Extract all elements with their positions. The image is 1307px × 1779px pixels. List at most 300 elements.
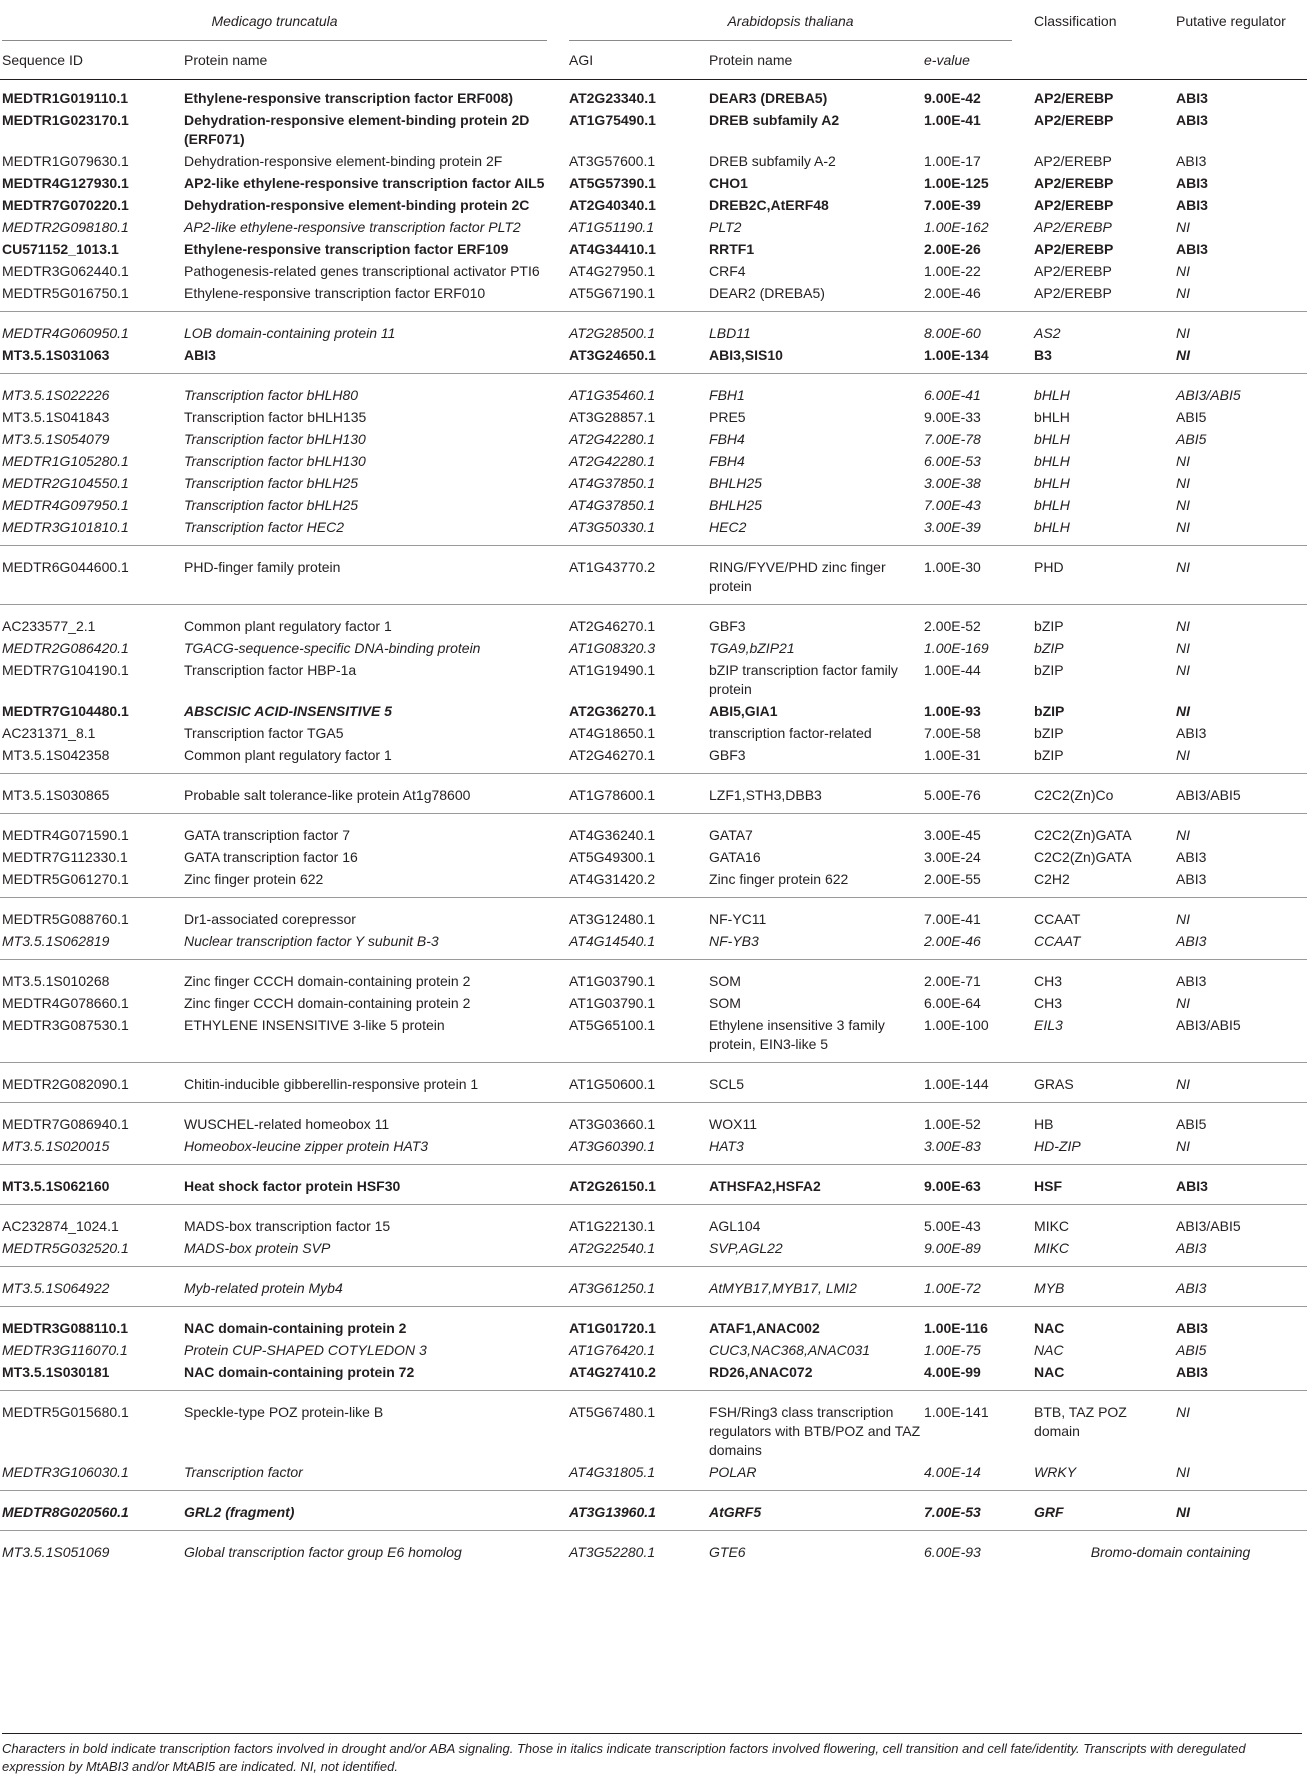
agi-cell: AT2G22540.1 [569, 1240, 656, 1256]
sequence-id-cell: MEDTR3G087530.1 [2, 1017, 129, 1033]
agi-cell: AT4G18650.1 [569, 725, 656, 741]
protein-name-mt-cell: Transcription factor bHLH135 [184, 409, 367, 425]
protein-name-mt-cell: Transcription factor HBP-1a [184, 662, 357, 678]
classification-cell: AP2/EREBP [1034, 90, 1114, 106]
regulator-col-header-empty [1174, 41, 1307, 80]
sequence-id-cell: MEDTR1G105280.1 [2, 453, 129, 469]
evalue-cell: 4.00E-99 [924, 1364, 981, 1380]
agi-cell: AT3G57600.1 [569, 153, 656, 169]
evalue-cell: 3.00E-83 [924, 1138, 981, 1154]
sequence-id-cell: MT3.5.1S062160 [0, 1165, 182, 1205]
classification-cell: CCAAT [1034, 933, 1081, 949]
agi-cell: AT1G35460.1 [567, 374, 707, 407]
table-body [0, 80, 1307, 1571]
sequence-id-cell: MEDTR7G086940.1 [0, 1103, 182, 1136]
classification-cell: bHLH [1034, 453, 1070, 469]
agi-cell: AT4G31420.2 [569, 871, 656, 887]
protein-name-at-cell: GATA7 [707, 814, 922, 847]
classification-cell: C2C2(Zn)Co [1032, 774, 1174, 814]
protein-name-at-cell: Ethylene insensitive 3 family protein, EIN3-like 5 [709, 1017, 885, 1052]
protein-name-at-cell: LZF1,STH3,DBB3 [707, 774, 922, 814]
classification-cell: bHLH [1034, 475, 1070, 491]
protein-name-mt-cell: Transcription factor bHLH130 [184, 453, 366, 469]
table-row [0, 172, 1307, 194]
protein-name-at-cell: CHO1 [709, 175, 748, 191]
protein-name-at-cell: TGA9,bZIP21 [709, 640, 795, 656]
classification-cell: AP2/EREBP [1034, 241, 1114, 257]
table-row [0, 494, 1307, 516]
agi-cell: AT3G60390.1 [569, 1138, 656, 1154]
protein-name-at-cell: CRF4 [709, 263, 746, 279]
sequence-id-cell: MEDTR5G032520.1 [2, 1240, 129, 1256]
regulator-cell: ABI5 [1176, 431, 1207, 447]
regulator-cell: NI [1176, 497, 1191, 513]
table-row [0, 546, 1307, 605]
table-row [0, 1237, 1307, 1267]
protein-name-at-cell: AGL104 [707, 1205, 922, 1238]
agi-cell: AT2G46270.1 [567, 605, 707, 638]
table-row [0, 1361, 1307, 1391]
agi-cell: AT5G57390.1 [569, 175, 656, 191]
protein-name-mt-cell: Heat shock factor protein HSF30 [182, 1165, 567, 1205]
protein-name-at-cell: SVP,AGL22 [709, 1240, 783, 1256]
agi-cell: AT4G27950.1 [569, 263, 656, 279]
evalue-cell: 1.00E-52 [922, 1103, 1032, 1136]
protein-name-at-cell: WOX11 [707, 1103, 922, 1136]
classification-cell: WRKY [1034, 1464, 1077, 1480]
evalue-cell: 3.00E-24 [924, 849, 981, 865]
agi-cell: AT2G42280.1 [569, 453, 656, 469]
evalue-cell: 1.00E-116 [922, 1307, 1032, 1340]
regulator-cell: NI [1176, 347, 1191, 363]
protein-name-at-cell: AtMYB17,MYB17, LMI2 [707, 1267, 922, 1307]
evalue-cell: 6.00E-53 [924, 453, 981, 469]
evalue-cell: 1.00E-141 [922, 1391, 1032, 1462]
agi-cell: AT1G03790.1 [569, 995, 656, 1011]
regulator-cell: NI [1176, 747, 1191, 763]
classification-cell: NAC [1034, 1364, 1065, 1380]
regulator-cell: ABI3 [1174, 1165, 1307, 1205]
protein-name-mt-cell: Ethylene-responsive transcription factor ERF109 [184, 241, 509, 257]
classification-cell: CCAAT [1032, 898, 1174, 931]
sequence-id-cell: AC232874_1024.1 [0, 1205, 182, 1238]
regulator-cell: ABI5 [1176, 409, 1207, 425]
agi-cell: AT1G03790.1 [567, 960, 707, 993]
protein-name-mt-cell: NAC domain-containing protein 72 [184, 1364, 415, 1380]
table-row [0, 1307, 1307, 1340]
agi-cell: AT2G46270.1 [569, 747, 656, 763]
protein-name-at-cell: ATHSFA2,HSFA2 [707, 1165, 922, 1205]
protein-name-at-cell: FBH1 [707, 374, 922, 407]
regulator-cell: NI [1174, 312, 1307, 345]
table-row [0, 472, 1307, 494]
protein-name-mt-cell: Myb-related protein Myb4 [182, 1267, 567, 1307]
protein-name-at-cell: DEAR2 (DREBA5) [709, 285, 825, 301]
table-row [0, 344, 1307, 374]
evalue-cell: 1.00E-75 [924, 1342, 981, 1358]
protein-name-mt-cell: Protein CUP-SHAPED COTYLEDON 3 [184, 1342, 427, 1358]
sequence-id-header: Sequence ID [0, 41, 182, 80]
regulator-cell: NI [1176, 263, 1191, 279]
table-row [0, 516, 1307, 546]
regulator-cell: NI [1176, 519, 1191, 535]
protein-name-mt-cell: Zinc finger protein 622 [184, 871, 324, 887]
protein-name-at-cell: PRE5 [709, 409, 746, 425]
sequence-id-cell: MEDTR4G060950.1 [0, 312, 182, 345]
protein-name-at-cell: SOM [707, 960, 922, 993]
protein-name-at-cell: DREB2C,AtERF48 [709, 197, 829, 213]
regulator-cell: NI [1174, 546, 1307, 605]
agi-cell: AT4G27410.2 [569, 1364, 656, 1380]
sequence-id-cell: MEDTR3G106030.1 [2, 1464, 129, 1480]
transcription-factor-table [0, 2, 1307, 1570]
agi-cell: AT1G75490.1 [569, 112, 656, 128]
protein-name-mt-cell: Zinc finger CCCH domain-containing protein 2 [182, 960, 567, 993]
regulator-cell: ABI3 [1174, 1267, 1307, 1307]
protein-name-at-cell: GBF3 [709, 747, 746, 763]
classification-cell: PHD [1032, 546, 1174, 605]
sequence-id-cell: CU571152_1013.1 [2, 241, 119, 257]
table-row [0, 1205, 1307, 1238]
protein-name-mt-cell: Transcription factor HEC2 [184, 519, 345, 535]
protein-name-mt-cell: Probable salt tolerance-like protein At1g78600 [182, 774, 567, 814]
sequence-id-cell: MEDTR2G098180.1 [2, 219, 129, 235]
protein-name-mt-cell: Transcription factor [184, 1464, 303, 1480]
evalue-cell: 1.00E-72 [922, 1267, 1032, 1307]
protein-name-at-cell: Zinc finger protein 622 [709, 871, 849, 887]
evalue-cell: 1.00E-169 [924, 640, 989, 656]
regulator-cell: ABI3 [1176, 153, 1207, 169]
table-row [0, 1063, 1307, 1103]
protein-name-mt-cell: Zinc finger CCCH domain-containing protein 2 [184, 995, 471, 1011]
evalue-cell: 6.00E-41 [922, 374, 1032, 407]
protein-name-at-cell: GTE6 [707, 1531, 922, 1571]
sequence-id-cell: MT3.5.1S041843 [2, 409, 110, 425]
table-row [0, 150, 1307, 172]
regulator-cell: ABI3/ABI5 [1174, 374, 1307, 407]
classification-cell: GRF [1032, 1491, 1174, 1531]
protein-name-mt-cell: Nuclear transcription factor Y subunit B-3 [184, 933, 439, 949]
sequence-id-cell: MT3.5.1S062819 [2, 933, 110, 949]
protein-name-mt-cell: AP2-like ethylene-responsive transcription factor AIL5 [184, 175, 545, 191]
sequence-id-cell: MT3.5.1S051069 [0, 1531, 182, 1571]
protein-name-mt-cell: ABI3 [184, 347, 216, 363]
protein-name-at-cell: BHLH25 [709, 475, 762, 491]
classification-cell: B3 [1034, 347, 1052, 363]
regulator-cell: ABI3 [1176, 241, 1208, 257]
evalue-cell: 3.00E-45 [922, 814, 1032, 847]
regulator-cell: ABI3 [1174, 960, 1307, 993]
protein-name-at-cell: RD26,ANAC072 [709, 1364, 813, 1380]
classification-cell: AP2/EREBP [1034, 285, 1112, 301]
protein-name-mt-cell: GRL2 (fragment) [182, 1491, 567, 1531]
evalue-cell: 1.00E-144 [922, 1063, 1032, 1103]
protein-name-mt-cell: TGACG-sequence-specific DNA-binding protein [184, 640, 481, 656]
classification-cell: NAC [1032, 1307, 1174, 1340]
protein-name-at-cell: DEAR3 (DREBA5) [709, 90, 828, 106]
regulator-cell: ABI3 [1176, 849, 1207, 865]
regulator-cell: NI [1174, 898, 1307, 931]
evalue-cell: 1.00E-125 [924, 175, 989, 191]
regulator-cell: NI [1174, 814, 1307, 847]
protein-name-mt-cell: Speckle-type POZ protein-like B [182, 1391, 567, 1462]
table-row [0, 960, 1307, 993]
protein-name-at-cell: DREB subfamily A2 [709, 112, 840, 128]
evalue-cell: 1.00E-41 [924, 112, 981, 128]
agi-cell: AT5G65100.1 [569, 1017, 656, 1033]
sequence-id-cell: MT3.5.1S064922 [0, 1267, 182, 1307]
evalue-cell: 9.00E-42 [924, 90, 981, 106]
agi-cell: AT1G01720.1 [567, 1307, 707, 1340]
regulator-cell: NI [1176, 995, 1191, 1011]
agi-cell: AT5G67190.1 [569, 285, 656, 301]
protein-name-mt-cell: Transcription factor bHLH25 [184, 475, 359, 491]
table-row [0, 1267, 1307, 1307]
evalue-cell: 2.00E-52 [922, 605, 1032, 638]
sequence-id-cell: MT3.5.1S010268 [0, 960, 182, 993]
sequence-id-cell: MEDTR1G019110.1 [2, 90, 129, 106]
agi-cell: AT1G22130.1 [567, 1205, 707, 1238]
table-row [0, 659, 1307, 700]
classification-cell: bHLH [1034, 519, 1070, 535]
evalue-cell: 7.00E-41 [922, 898, 1032, 931]
table-row [0, 605, 1307, 638]
table-row [0, 374, 1307, 407]
regulator-cell: NI [1176, 640, 1191, 656]
protein-name-mt-cell: NAC domain-containing protein 2 [182, 1307, 567, 1340]
evalue-cell: 7.00E-39 [924, 197, 981, 213]
table-row [0, 260, 1307, 282]
regulator-cell: ABI3 [1176, 725, 1207, 741]
table-row [0, 282, 1307, 312]
sequence-id-cell: MEDTR1G079630.1 [2, 153, 129, 169]
classification-cell: C2C2(Zn)GATA [1032, 814, 1174, 847]
classification-cell: AP2/EREBP [1034, 175, 1114, 191]
table-row [0, 744, 1307, 774]
classification-cell: HD-ZIP [1034, 1138, 1081, 1154]
classification-cell: bHLH [1034, 409, 1070, 425]
protein-name-at-cell: transcription factor-related [709, 725, 872, 741]
regulator-cell: NI [1174, 605, 1307, 638]
regulator-cell: NI [1176, 453, 1191, 469]
evalue-cell: 1.00E-162 [924, 219, 989, 235]
agi-cell: AT2G40340.1 [569, 197, 656, 213]
evalue-cell: 1.00E-31 [924, 747, 981, 763]
protein-name-at-cell: ATAF1,ANAC002 [707, 1307, 922, 1340]
protein-name-at-cell: FSH/Ring3 class transcription regulators with BTB/POZ and TAZ domains [707, 1391, 922, 1462]
agi-cell: AT4G31805.1 [569, 1464, 656, 1480]
evalue-cell: 1.00E-93 [924, 703, 981, 719]
putative-regulator-header: Putative regulator [1176, 13, 1286, 29]
regulator-cell: NI [1174, 1063, 1307, 1103]
protein-name-mt-cell: Chitin-inducible gibberellin-responsive protein 1 [182, 1063, 567, 1103]
protein-name-mt-header: Protein name [182, 41, 567, 80]
table-row [0, 80, 1307, 110]
regulator-cell: ABI3 [1176, 933, 1207, 949]
evalue-cell: 3.00E-39 [924, 519, 981, 535]
agi-cell: AT2G42280.1 [569, 431, 656, 447]
classification-col-header-empty [1032, 41, 1174, 80]
protein-name-mt-cell: Transcription factor bHLH130 [184, 431, 366, 447]
agi-cell: AT4G37850.1 [569, 497, 656, 513]
protein-name-at-cell: DREB subfamily A-2 [709, 153, 836, 169]
classification-cell: CH3 [1034, 995, 1063, 1011]
header-row-species [0, 2, 1307, 41]
regulator-cell: NI [1176, 662, 1191, 678]
protein-name-mt-cell: Dehydration-responsive element-binding protein 2C [184, 197, 530, 213]
classification-cell: bZIP [1034, 725, 1064, 741]
regulator-cell: NI [1176, 285, 1191, 301]
agi-cell: AT3G52280.1 [567, 1531, 707, 1571]
protein-name-at-cell: ABI5,GIA1 [709, 703, 778, 719]
protein-name-at-cell: HEC2 [709, 519, 747, 535]
table-row [0, 637, 1307, 659]
sequence-id-cell: MEDTR2G104550.1 [2, 475, 129, 491]
sequence-id-cell: MEDTR7G070220.1 [2, 197, 129, 213]
table-row [0, 109, 1307, 150]
sequence-id-cell: MT3.5.1S022226 [0, 374, 182, 407]
classification-cell: AP2/EREBP [1034, 263, 1112, 279]
classification-cell: EIL3 [1034, 1017, 1063, 1033]
sequence-id-cell: MEDTR7G112330.1 [2, 849, 128, 865]
agi-cell: AT2G36270.1 [569, 703, 656, 719]
classification-cell: AP2/EREBP [1034, 153, 1112, 169]
classification-cell: C2C2(Zn)GATA [1034, 849, 1132, 865]
protein-name-at-cell: GATA16 [709, 849, 761, 865]
sequence-id-cell: AC233577_2.1 [0, 605, 182, 638]
sequence-id-cell: MT3.5.1S031063 [2, 347, 110, 363]
evalue-cell: 2.00E-46 [924, 933, 981, 949]
agi-cell: AT3G50330.1 [569, 519, 656, 535]
regulator-cell: ABI5 [1176, 1342, 1207, 1358]
sequence-id-cell: MEDTR7G104480.1 [2, 703, 129, 719]
classification-cell: bZIP [1032, 605, 1174, 638]
protein-name-at-cell: FBH4 [709, 431, 745, 447]
classification-cell: bZIP [1034, 640, 1064, 656]
protein-name-at-cell: GBF3 [707, 605, 922, 638]
classification-cell: HB [1032, 1103, 1174, 1136]
protein-name-mt-cell: GATA transcription factor 7 [182, 814, 567, 847]
sequence-id-cell: MEDTR2G082090.1 [0, 1063, 182, 1103]
classification-cell: MIKC [1032, 1205, 1174, 1238]
protein-name-at-cell: RING/FYVE/PHD zinc finger protein [707, 546, 922, 605]
regulator-cell: ABI3/ABI5 [1174, 1205, 1307, 1238]
classification-cell: bZIP [1034, 662, 1064, 678]
protein-name-at-cell: HAT3 [709, 1138, 744, 1154]
protein-name-at-cell: CUC3,NAC368,ANAC031 [709, 1342, 871, 1358]
evalue-cell: 1.00E-30 [922, 546, 1032, 605]
table-row [0, 700, 1307, 722]
table-row [0, 1014, 1307, 1063]
evalue-cell: 2.00E-46 [924, 285, 981, 301]
table-row [0, 774, 1307, 814]
sequence-id-cell: MEDTR4G071590.1 [0, 814, 182, 847]
agi-header: AGI [567, 41, 707, 80]
table-row [0, 216, 1307, 238]
sequence-id-cell: MEDTR2G086420.1 [2, 640, 129, 656]
evalue-cell: 7.00E-78 [924, 431, 981, 447]
evalue-cell: 9.00E-89 [924, 1240, 981, 1256]
protein-name-mt-cell: Ethylene-responsive transcription factor ERF008) [184, 90, 514, 106]
evalue-cell: 2.00E-71 [922, 960, 1032, 993]
protein-name-mt-cell: Global transcription factor group E6 homolog [182, 1531, 567, 1571]
protein-name-mt-cell: GATA transcription factor 16 [184, 849, 358, 865]
evalue-header: e-value [922, 41, 1032, 80]
table-row [0, 312, 1307, 345]
sequence-id-cell: MEDTR8G020560.1 [0, 1491, 182, 1531]
table-row [0, 722, 1307, 744]
classification-header: Classification [1034, 13, 1117, 29]
sequence-id-cell: MEDTR6G044600.1 [0, 546, 182, 605]
protein-name-mt-cell: Ethylene-responsive transcription factor ERF010 [184, 285, 486, 301]
protein-name-at-cell: RRTF1 [709, 241, 755, 257]
protein-name-mt-cell: ABSCISIC ACID-INSENSITIVE 5 [184, 703, 392, 719]
evalue-cell: 7.00E-53 [922, 1491, 1032, 1531]
protein-name-at-cell: PLT2 [709, 219, 742, 235]
agi-cell: AT1G50600.1 [567, 1063, 707, 1103]
evalue-cell: 2.00E-26 [924, 241, 981, 257]
protein-name-at-cell: SCL5 [707, 1063, 922, 1103]
agi-cell: AT5G67480.1 [567, 1391, 707, 1462]
species-medicago-header: Medicago truncatula [0, 2, 567, 41]
sequence-id-cell: MEDTR3G088110.1 [0, 1307, 182, 1340]
protein-name-mt-cell: Dehydration-responsive element-binding protein 2F [184, 153, 503, 169]
evalue-cell: 1.00E-22 [924, 263, 981, 279]
agi-cell: AT1G51190.1 [569, 219, 655, 235]
protein-name-mt-cell: LOB domain-containing protein 11 [182, 312, 567, 345]
evalue-cell: 7.00E-58 [924, 725, 981, 741]
regulator-cell: ABI5 [1174, 1103, 1307, 1136]
regulator-cell: ABI3 [1174, 1307, 1307, 1340]
evalue-cell: 8.00E-60 [922, 312, 1032, 345]
agi-cell: AT1G19490.1 [569, 662, 656, 678]
agi-cell: AT2G28500.1 [567, 312, 707, 345]
agi-cell: AT3G28857.1 [569, 409, 656, 425]
regulator-cell: ABI3/ABI5 [1176, 1017, 1241, 1033]
evalue-cell: 3.00E-38 [924, 475, 981, 491]
evalue-cell: 1.00E-44 [924, 662, 981, 678]
table-row [0, 1339, 1307, 1361]
classification-cell: AS2 [1032, 312, 1174, 345]
regulator-cell: ABI3/ABI5 [1174, 774, 1307, 814]
classification-cell: AP2/EREBP [1034, 197, 1114, 213]
protein-name-mt-cell: MADS-box transcription factor 15 [182, 1205, 567, 1238]
protein-name-mt-cell: Transcription factor TGA5 [184, 725, 344, 741]
regulator-cell: NI [1174, 1391, 1307, 1462]
classification-cell: MYB [1032, 1267, 1174, 1307]
table-row [0, 1461, 1307, 1491]
classification-cell: MIKC [1034, 1240, 1070, 1256]
protein-name-mt-cell: Common plant regulatory factor 1 [182, 605, 567, 638]
sequence-id-cell: MEDTR5G016750.1 [2, 285, 129, 301]
agi-cell: AT4G36240.1 [567, 814, 707, 847]
classification-cell: Bromo-domain containing [1032, 1531, 1307, 1571]
table-caption: Characters in bold indicate transcription factors involved in drought and/or ABA signaling. Those in italics indicate transcription factors involved flowering, cell transition and cell fate/identity. Transcripts with deregulated expression by MtABI3 and/or MtABI5 are indicated. NI, not identified. [2, 1733, 1302, 1776]
table-row [0, 1391, 1307, 1462]
sequence-id-cell: MEDTR7G104190.1 [2, 662, 129, 678]
sequence-id-cell: MT3.5.1S030865 [0, 774, 182, 814]
table-row [0, 1103, 1307, 1136]
evalue-cell: 6.00E-64 [924, 995, 981, 1011]
classification-cell: bHLH [1034, 497, 1070, 513]
protein-name-mt-cell: Dr1-associated corepressor [182, 898, 567, 931]
classification-cell: bZIP [1034, 703, 1065, 719]
table-row [0, 814, 1307, 847]
table-row [0, 428, 1307, 450]
regulator-cell: ABI3 [1176, 197, 1208, 213]
agi-cell: AT3G12480.1 [567, 898, 707, 931]
table-row [0, 930, 1307, 960]
